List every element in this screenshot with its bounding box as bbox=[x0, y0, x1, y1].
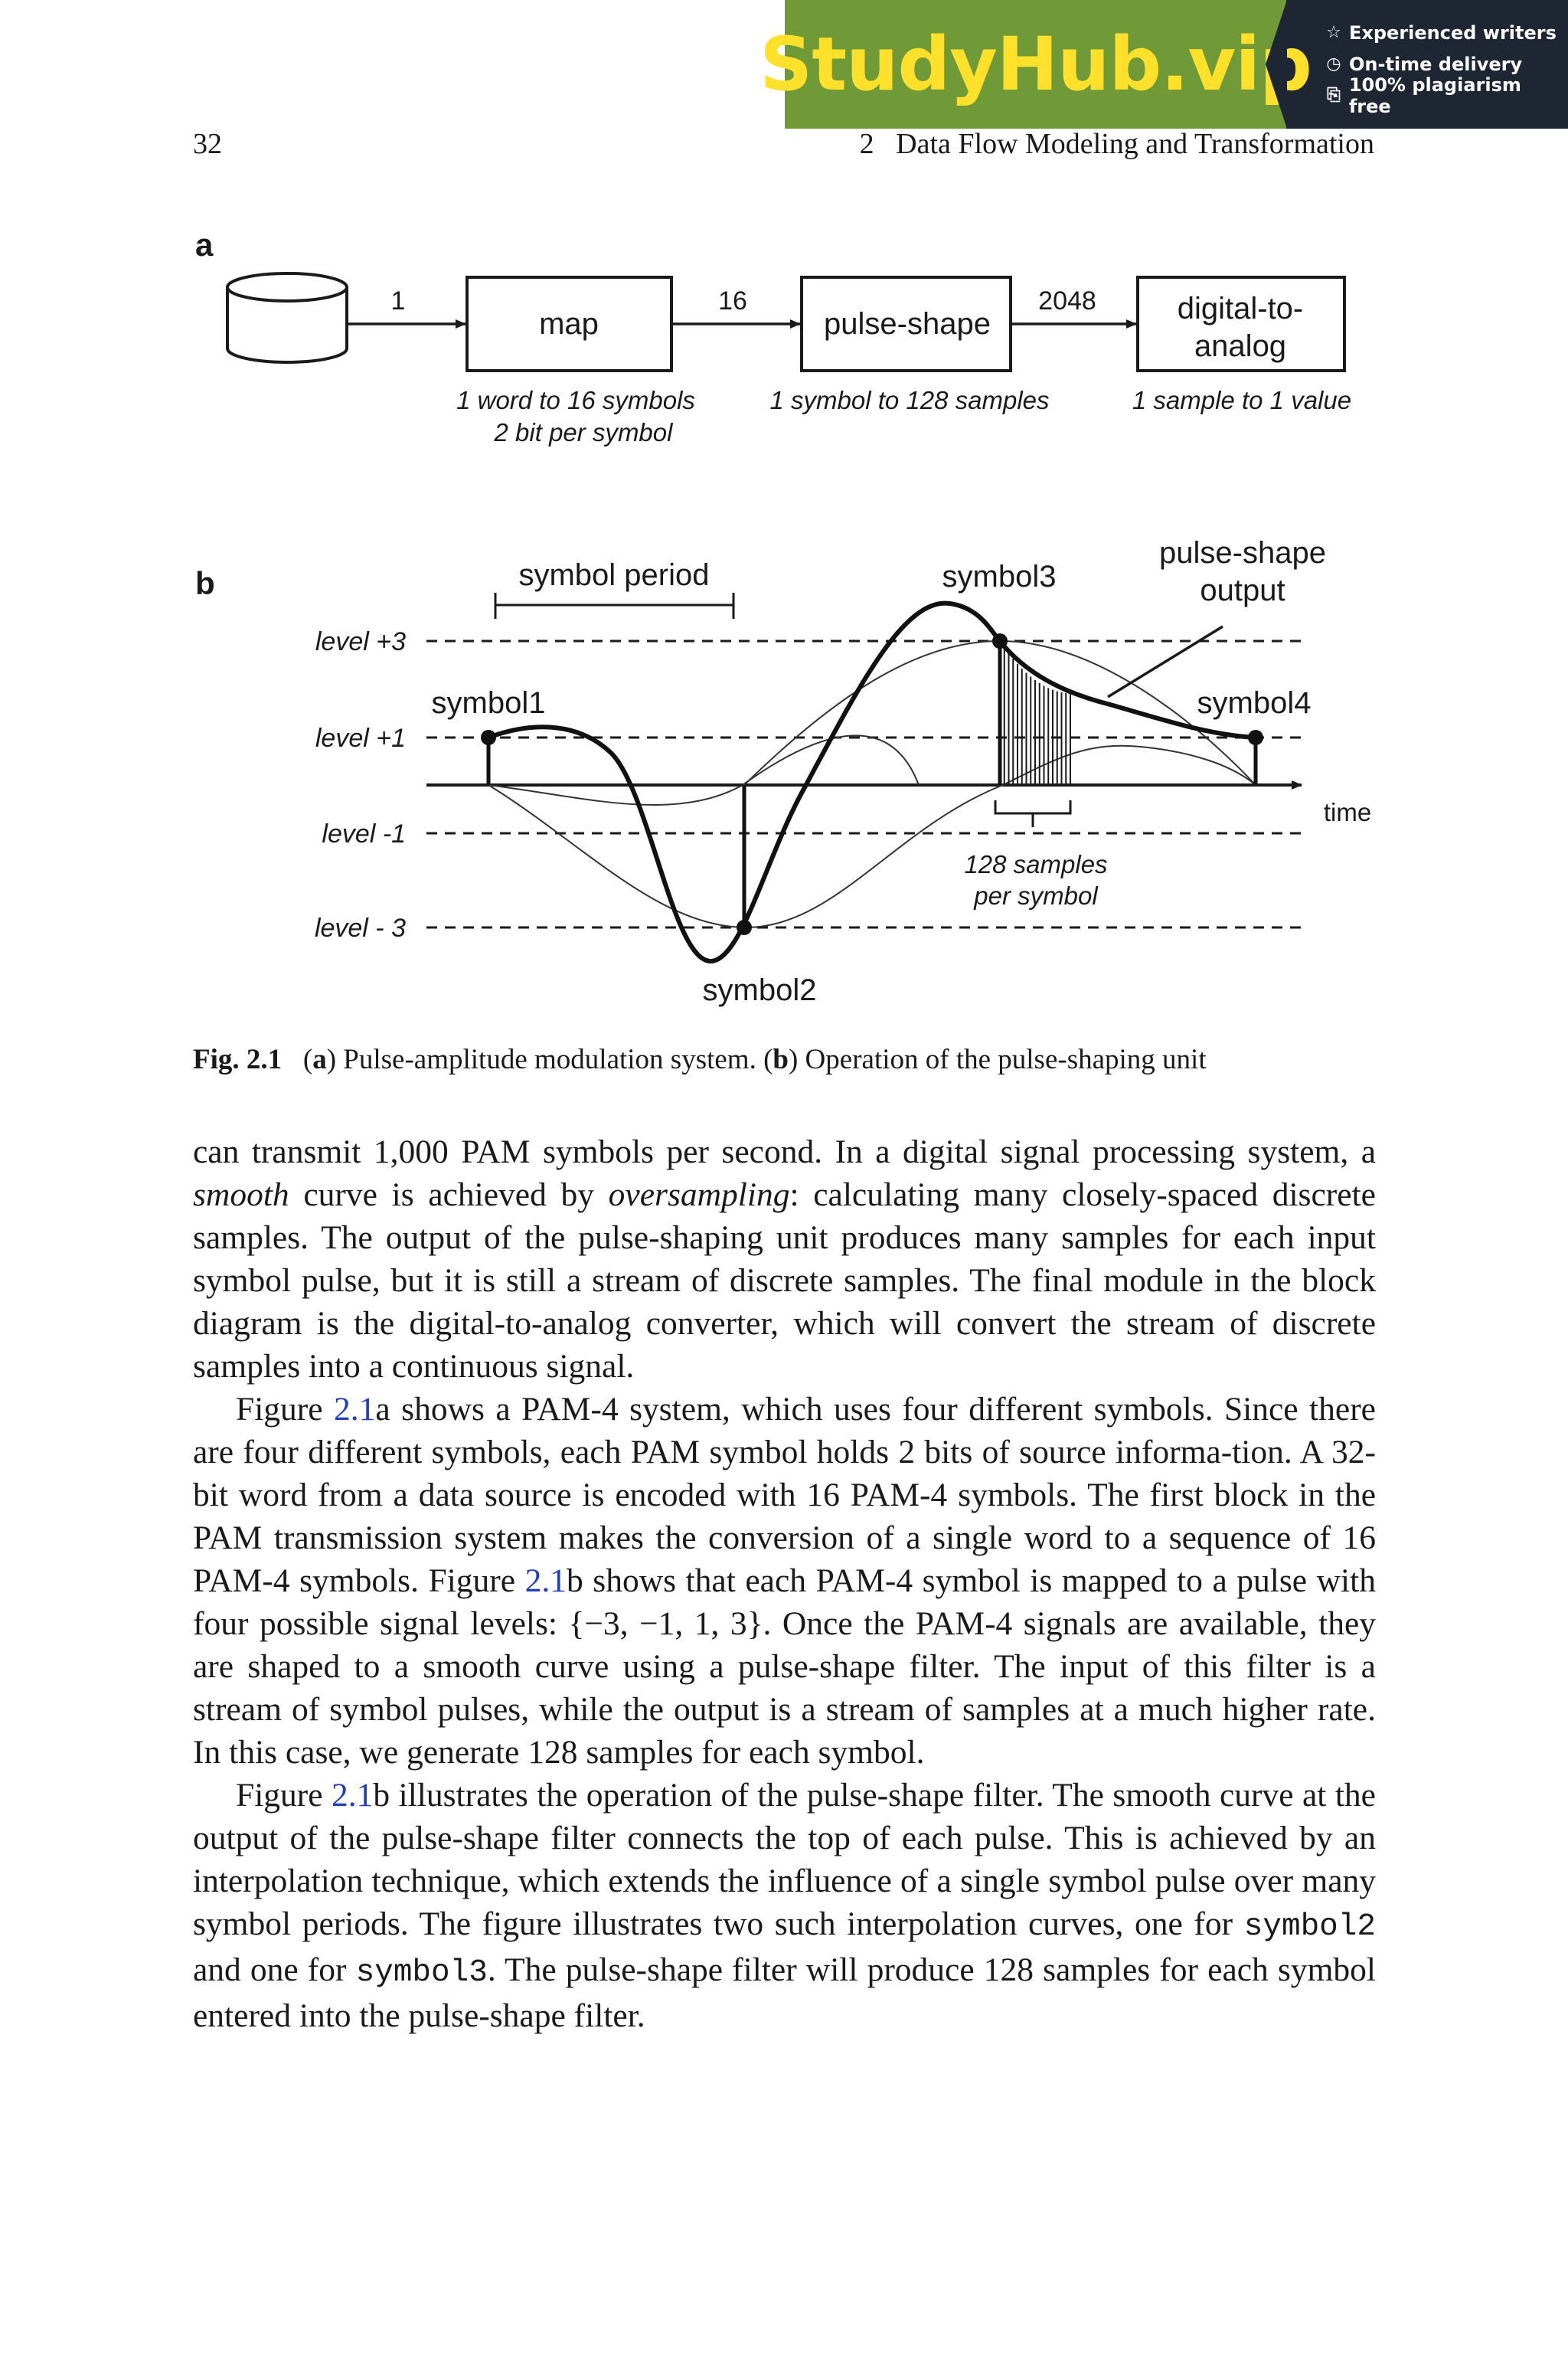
caption-part-b: b bbox=[773, 1044, 789, 1075]
p1-oversampling: oversampling bbox=[608, 1176, 790, 1213]
data-source-cylinder-icon bbox=[227, 273, 347, 362]
dot-symbol3 bbox=[992, 633, 1008, 649]
p1-text-b: curve is achieved by bbox=[289, 1176, 609, 1213]
caption-label: Fig. 2.1 bbox=[193, 1044, 283, 1075]
caption-text-b: ) Operation of the pulse-shaping unit bbox=[788, 1044, 1207, 1075]
p3-text-b: b illustrates the operation of the pulse-shape filter. The smooth curve at the output of the pulse-shape filter connects the top of each pulse. This is achieved by an interpolation technique, which extends the influence of a single symbol pulse over many symbol periods. The figure illustrates two such interpolation curves, one for bbox=[193, 1777, 1376, 1942]
pulse-shape-output-label-line1: pulse-shape bbox=[1159, 536, 1326, 570]
panel-label-a: a bbox=[195, 227, 214, 263]
code-symbol3: symbol3 bbox=[355, 1955, 488, 1990]
caption-text-a: ) Pulse-amplitude modulation system. ( bbox=[326, 1044, 773, 1075]
pulse-shape-output-label-line2: output bbox=[1200, 574, 1285, 607]
p2-text-a: Figure bbox=[236, 1391, 335, 1428]
paragraph-2 bbox=[193, 1388, 1376, 1774]
banner-brand-logo[interactable]: StudyHub.vip bbox=[760, 21, 1312, 107]
figure-ref-link[interactable]: 2.1 bbox=[332, 1777, 374, 1814]
paragraph-3 bbox=[193, 1774, 1376, 2037]
label-symbol3: symbol3 bbox=[942, 560, 1057, 594]
label-symbol2: symbol2 bbox=[702, 973, 817, 1007]
p1-smooth: smooth bbox=[193, 1176, 289, 1213]
p1-text-c: : calculating many closely-spaced discrete samples. The output of the pulse-shaping unit produces many samples for each input symbol pulse, but it is still a stream of discrete samples. The final module in the block diagram is the digital-to-analog converter, which will convert the stream of discrete samples into a continuous signal. bbox=[193, 1176, 1376, 1385]
symbol-period-bracket bbox=[495, 593, 733, 619]
figure-svg bbox=[0, 0, 1568, 1026]
dot-symbol2 bbox=[737, 920, 752, 935]
document-check-icon: ⎘ bbox=[1327, 86, 1341, 105]
p3-text-c: and one for bbox=[193, 1951, 356, 1988]
note-pulse-shape: 1 symbol to 128 samples bbox=[769, 386, 1050, 414]
panel-label-b: b bbox=[195, 565, 215, 601]
note-map-line2: 2 bit per symbol bbox=[494, 418, 673, 446]
samples-brace bbox=[995, 800, 1070, 827]
level-label-plus-3: level +3 bbox=[315, 627, 406, 656]
time-label: time bbox=[1323, 798, 1372, 826]
note-map-line1: 1 word to 16 symbols bbox=[456, 386, 695, 414]
caption-part-a: a bbox=[312, 1044, 327, 1075]
body-text bbox=[193, 1130, 1376, 2037]
block-dac-label-line2: analog bbox=[1194, 329, 1287, 363]
figure-caption: Fig. 2.1 (a) Pulse-amplitude modulation system. (b) Operation of the pulse-shaping unit bbox=[193, 1044, 1207, 1075]
figure-ref-link[interactable]: 2.1 bbox=[334, 1391, 376, 1428]
block-map-label: map bbox=[539, 307, 599, 341]
feature-label: On-time delivery bbox=[1349, 53, 1523, 75]
samples-note-line2: per symbol bbox=[974, 882, 1098, 910]
block-pulse-shape-label: pulse-shape bbox=[824, 307, 991, 341]
block-dac-label-line1: digital-to- bbox=[1177, 292, 1304, 325]
figure-2-1 bbox=[0, 0, 1568, 1030]
clock-icon: ◷ bbox=[1326, 54, 1341, 74]
level-label-minus-1: level -1 bbox=[322, 819, 406, 849]
samples-note-line1: 128 samples bbox=[964, 850, 1108, 878]
rate-label-16: 16 bbox=[718, 286, 747, 316]
rate-label-2048: 2048 bbox=[1038, 286, 1096, 316]
paragraph-1 bbox=[193, 1130, 1376, 1388]
sample-hatch bbox=[1000, 641, 1070, 785]
feature-label: Experienced writers bbox=[1349, 21, 1557, 44]
code-symbol2: symbol2 bbox=[1243, 1909, 1376, 1945]
symbol-period-label: symbol period bbox=[518, 558, 710, 592]
feature-label: 100% plagiarism free bbox=[1348, 74, 1521, 117]
level-label-plus-1: level +1 bbox=[315, 724, 406, 753]
pulse-shape-output-curve bbox=[488, 603, 1256, 961]
rate-label-1: 1 bbox=[390, 286, 406, 316]
dot-symbol1 bbox=[481, 730, 496, 745]
note-dac: 1 sample to 1 value bbox=[1132, 386, 1352, 414]
p3-text-d: . The pulse-shape filter will produce 128 samples for each symbol entered into the pulse-shape filter. bbox=[193, 1951, 1376, 2034]
p2-text-c: b shows that each PAM-4 symbol is mapped to a pulse with four possible signal levels: {−3, −1, 1, 3}. Once the PAM-4 signals are available, they are shaped to a smooth curve using a pulse-shape filter. The input of this filter is a stream of symbol pulses, while the output is a stream of samples at a much higher rate. In this case, we generate 128 samples for each symbol. bbox=[193, 1562, 1376, 1771]
label-symbol4: symbol4 bbox=[1197, 686, 1312, 720]
interp-curve-symbol1 bbox=[488, 735, 919, 805]
page-number: 32 bbox=[193, 128, 222, 160]
p3-text-a: Figure bbox=[236, 1777, 332, 1814]
p1-text: can transmit 1,000 PAM symbols per second. In a digital signal processing system, a bbox=[193, 1133, 1376, 1170]
label-symbol1: symbol1 bbox=[431, 686, 546, 720]
interp-curve-symbol4 bbox=[1003, 746, 1256, 785]
running-head: 2 Data Flow Modeling and Transformation bbox=[859, 128, 1374, 160]
level-label-minus-3: level - 3 bbox=[314, 914, 406, 943]
figure-ref-link[interactable]: 2.1 bbox=[524, 1562, 567, 1599]
star-icon: ☆ bbox=[1326, 23, 1341, 42]
p2-text-b: a shows a PAM-4 system, which uses four different symbols. Since there are four different symbols, each PAM symbol holds 2 bits of source informa-tion. A 32-bit word from a data source is encoded with 16 PAM-4 symbols. The first block in the PAM transmission system makes the conversion of a single word to a sequence of 16 PAM-4 symbols. Figure bbox=[193, 1391, 1376, 1599]
dot-symbol4 bbox=[1248, 730, 1263, 745]
